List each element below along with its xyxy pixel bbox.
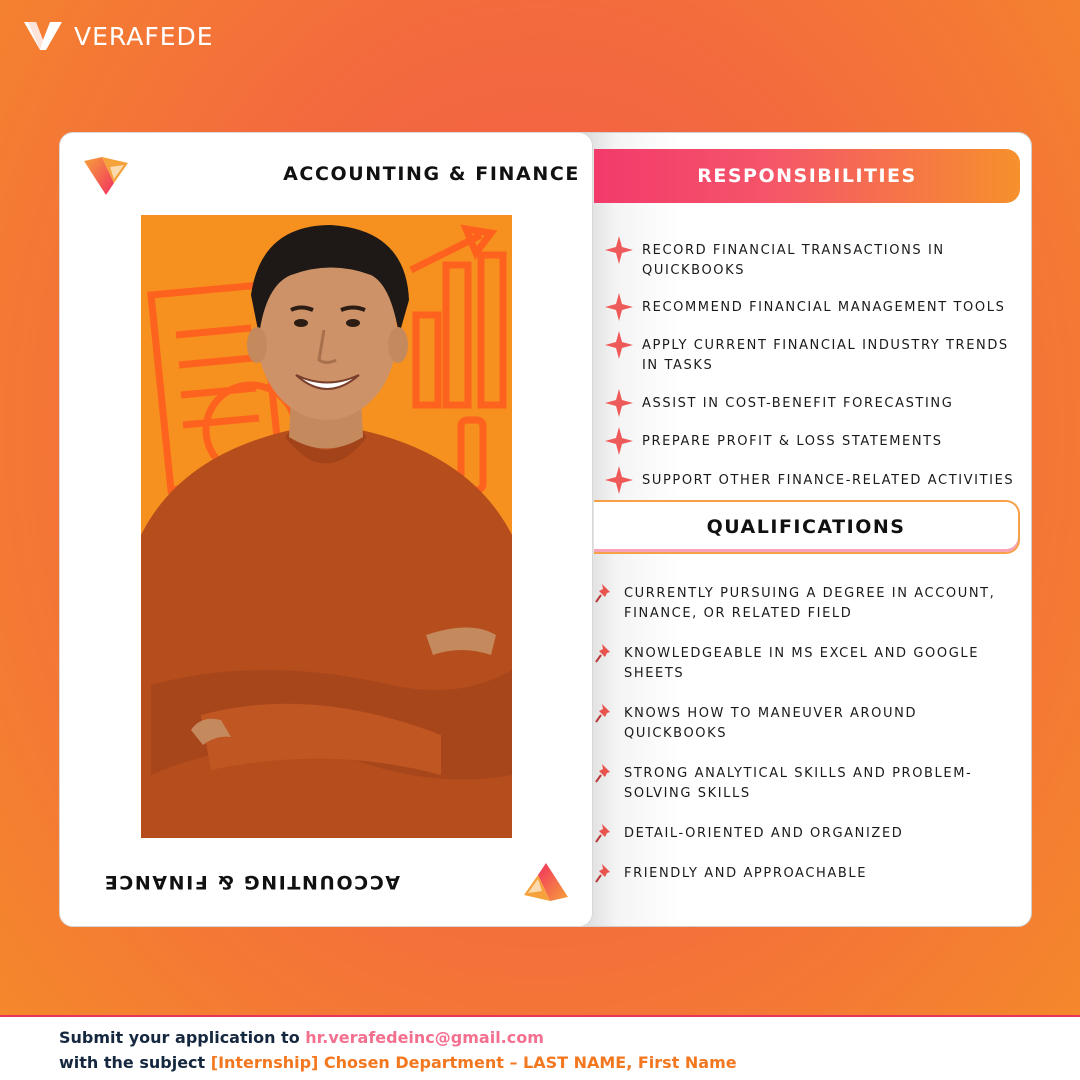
job-poster-card (59, 132, 1032, 927)
pushpin-icon (594, 862, 616, 884)
qualifications-header: QUALIFICATIONS (594, 500, 1020, 554)
department-card (59, 132, 593, 927)
pushpin-icon (594, 762, 616, 784)
responsibility-text: SUPPORT OTHER FINANCE-RELATED ACTIVITIES (642, 473, 1015, 488)
list-item (604, 336, 1019, 376)
list-item (604, 471, 1019, 495)
verafede-logo-icon (520, 857, 572, 905)
email-link[interactable]: hr.verafedeinc@gmail.com (305, 1028, 544, 1047)
responsibility-text: RECORD FINANCIAL TRANSACTIONS IN QUICKBOOKS (642, 243, 945, 278)
brand-logo (22, 16, 214, 56)
pushpin-icon (594, 642, 616, 664)
sparkle-star-icon (604, 388, 634, 418)
candidate-photo (141, 215, 512, 838)
card-title-flipped: ACCOUNTING & FINANCE (103, 871, 400, 893)
sparkle-star-icon (604, 235, 634, 265)
subject-instruction (59, 1053, 737, 1072)
subject-prefix: with the subject (59, 1053, 211, 1072)
pushpin-icon (594, 582, 616, 604)
sparkle-star-icon (604, 465, 634, 495)
qualification-text: KNOWS HOW TO MANEUVER AROUND QUICKBOOKS (624, 706, 918, 741)
qualification-text: STRONG ANALYTICAL SKILLS AND PROBLEM-SOLVING SKILLS (624, 766, 973, 801)
list-item (594, 584, 1009, 624)
pushpin-icon (594, 702, 616, 724)
submit-prefix: Submit your application to (59, 1028, 306, 1047)
list-item (594, 644, 1009, 684)
brand-name: VERAFEDE (74, 21, 214, 51)
list-item (604, 241, 1019, 281)
list-item (594, 764, 1009, 804)
qualification-text: KNOWLEDGEABLE IN MS EXCEL AND GOOGLE SHEETS (624, 646, 980, 681)
subject-format: [Internship] Chosen Department – LAST NAME, First Name (210, 1053, 737, 1072)
responsibility-text: PREPARE PROFIT & LOSS STATEMENTS (642, 434, 943, 449)
sparkle-star-icon (604, 292, 634, 322)
list-item (604, 432, 1019, 456)
sparkle-star-icon (604, 426, 634, 456)
pushpin-icon (594, 822, 616, 844)
card-title: ACCOUNTING & FINANCE (283, 163, 580, 185)
person-illustration (141, 215, 512, 838)
footer (0, 1015, 1080, 1080)
list-item (594, 824, 1009, 844)
submit-instruction (59, 1028, 544, 1047)
verafede-logo-icon (80, 153, 132, 201)
sparkle-star-icon (604, 330, 634, 360)
responsibilities-header: RESPONSIBILITIES (594, 149, 1020, 203)
details-panel (579, 132, 1032, 927)
qualification-text: FRIENDLY AND APPROACHABLE (624, 866, 868, 881)
list-item (604, 298, 1019, 322)
responsibility-text: APPLY CURRENT FINANCIAL INDUSTRY TRENDS IN TASKS (642, 338, 1009, 373)
list-item (594, 704, 1009, 744)
list-item (604, 394, 1019, 418)
responsibility-text: RECOMMEND FINANCIAL MANAGEMENT TOOLS (642, 300, 1006, 315)
qualification-text: DETAIL-ORIENTED AND ORGANIZED (624, 826, 904, 841)
list-item (594, 864, 1009, 884)
qualification-text: CURRENTLY PURSUING A DEGREE IN ACCOUNT, FINANCE, OR RELATED FIELD (624, 586, 996, 621)
responsibility-text: ASSIST IN COST-BENEFIT FORECASTING (642, 396, 954, 411)
verafede-logo-icon (22, 18, 64, 54)
